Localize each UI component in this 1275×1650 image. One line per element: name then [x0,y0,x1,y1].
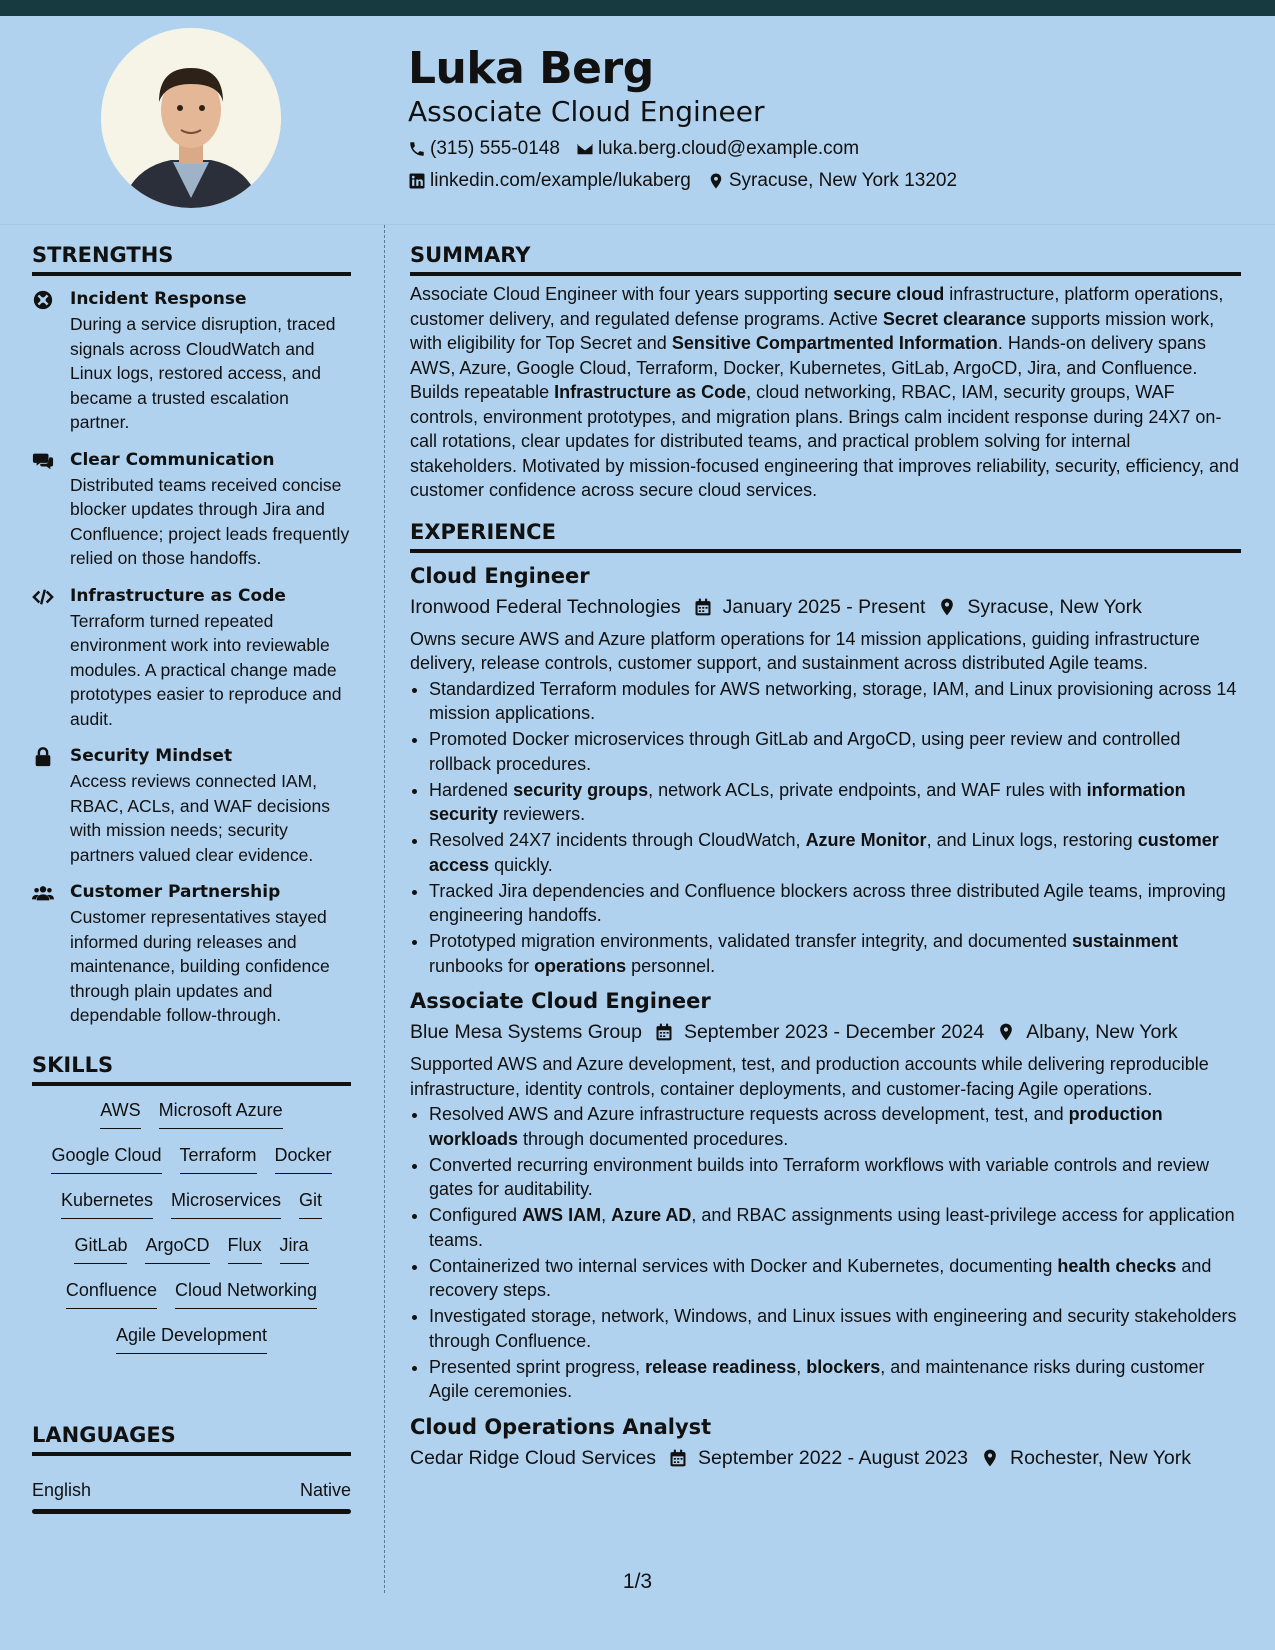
right-column [410,240,1241,1474]
strength-description: Customer representatives stayed informed during releases and maintenance, building confidence through plain updates and dependable follow-through. [70,907,330,1025]
experience-heading: EXPERIENCE [410,517,1241,553]
contact-row-2 [408,168,973,194]
skills-list [32,1100,351,1370]
text-segment: Converted recurring environment builds into Terraform workflows with variable controls and review gates for auditability. [429,1154,1210,1199]
emphasis-text: secure cloud [833,284,945,304]
email-contact[interactable] [576,138,859,160]
job-bullet [429,1254,1241,1303]
emphasis-text: Sensitive Compartmented Information [671,333,998,353]
language-level: Native [299,1479,351,1500]
linkedin-icon [408,172,426,190]
strength-body [70,583,351,732]
skill-row [32,1190,351,1235]
linkedin-text: linkedin.com/example/lukaberg [430,170,691,191]
text-segment: , [601,1205,612,1225]
job-dates: September 2023 - December 2024 [683,1021,985,1043]
strength-body [70,447,351,571]
strength-title: Clear Communication [70,449,275,470]
calendar-icon [668,1448,688,1468]
skill-tag: Cloud Networking [175,1280,317,1309]
text-segment: Hardened [429,779,514,800]
phone-text: (315) 555-0148 [430,138,560,159]
emphasis-text: sustainment [1072,931,1179,951]
job-bullet [429,1153,1241,1202]
job-bullet [429,677,1241,726]
text-segment: . Hands-on delivery spans AWS, Azure, Google Cloud, Terraform, Docker, Kubernetes, GitLab, ArgoCD, Jira, and Confluence. Builds repeatable [410,333,1206,402]
strength-body [70,743,351,867]
strength-body [70,879,351,1028]
strengths-list [32,286,351,1028]
job-company: Blue Mesa Systems Group [410,1021,642,1043]
skill-row [32,1280,351,1325]
page-number: 1/3 [622,1570,653,1593]
left-column [32,240,351,1514]
skill-tag: Git [299,1190,322,1219]
job-bullet [429,1304,1241,1353]
text-segment: , and Linux logs, restoring [926,830,1138,850]
job-bullet [429,929,1241,978]
job-bullet [429,1102,1241,1151]
text-segment: Associate Cloud Engineer with four years supporting [410,284,834,304]
strength-item [32,743,351,867]
text-segment: quickly. [489,854,553,875]
strength-title: Customer Partnership [70,882,281,902]
map-pin-icon [996,1022,1016,1042]
job-bullet [429,778,1241,827]
strength-description: Access reviews connected IAM, RBAC, ACLs, and WAF decisions with mission needs; security partners valued clear evidence. [70,771,331,865]
skill-tag: Terraform [180,1145,257,1174]
text-segment: Tracked Jira dependencies and Confluence blockers across three distributed Agile teams, improving engineering handoffs. [429,880,1226,925]
chat-icon [32,450,54,472]
linkedin-contact[interactable] [408,170,691,192]
job-bullet [429,828,1241,877]
map-pin-icon [937,597,957,617]
candidate-title: Associate Cloud Engineer [408,95,765,128]
users-icon [32,882,54,904]
job-bullets [410,1102,1241,1404]
text-segment: reviewers. [498,804,586,824]
emphasis-text: production workloads [429,1104,1163,1149]
job-title: Cloud Engineer [410,563,590,588]
location-contact [707,170,957,192]
text-segment: personnel. [626,955,716,976]
emphasis-text: security groups [513,779,649,800]
text-segment: Configured [429,1205,523,1225]
job-description: Owns secure AWS and Azure platform operations for 14 mission applications, guiding infrastructure delivery, release controls, customer support, and sustainment across distributed Agile teams. [410,628,1200,673]
skill-tag: Google Cloud [51,1145,161,1174]
emphasis-text: health checks [1057,1255,1177,1276]
location-text: Syracuse, New York 13202 [728,170,958,191]
job-meta [410,1442,1241,1474]
job-title: Associate Cloud Engineer [410,989,711,1013]
phone-icon [408,140,426,158]
strength-item [32,447,351,571]
text-segment: through documented procedures. [518,1128,789,1149]
map-pin-icon [980,1448,1000,1468]
skill-tag: ArgoCD [145,1235,209,1264]
job-company: Ironwood Federal Technologies [410,595,681,618]
crosshair-icon [32,289,54,311]
candidate-name: Luka Berg [408,43,654,94]
skill-row [32,1145,351,1190]
strength-item [32,583,351,732]
text-segment: , and RBAC assignments using least-privilege access for application teams. [429,1205,1235,1250]
job-entry [410,1412,1241,1474]
text-segment: infrastructure, platform operations, customer delivery, and regulated defense programs. Active [410,284,1224,329]
map-pin-icon [707,172,725,190]
calendar-icon [654,1022,674,1042]
skill-row [32,1100,351,1145]
emphasis-text: blockers [806,1356,881,1377]
email-text: luka.berg.cloud@example.com [597,138,860,159]
job-meta [410,1016,1241,1048]
column-divider [384,225,385,1593]
summary-heading: SUMMARY [410,240,1241,276]
language-name: English [32,1479,92,1500]
job-location: Rochester, New York [1010,1446,1192,1469]
phone-contact[interactable] [408,138,560,160]
skill-row [32,1235,351,1280]
calendar-icon [693,597,713,617]
skill-tag: Agile Development [116,1325,267,1354]
skill-tag: Microsoft Azure [159,1100,283,1129]
job-bullet [429,1203,1241,1252]
job-entry [410,986,1241,1404]
job-bullet [429,879,1241,928]
strength-title: Incident Response [70,289,247,309]
summary-text [410,282,1241,503]
language-proficiency-bar [32,1509,351,1514]
job-location: Syracuse, New York [967,595,1142,618]
text-segment: , network ACLs, private endpoints, and WAF rules with [648,779,1087,800]
skill-tag: Kubernetes [61,1190,153,1219]
text-segment: , [796,1356,807,1377]
job-title: Cloud Operations Analyst [410,1414,712,1439]
language-item [32,1480,351,1501]
strength-description: Distributed teams received concise blocker updates through Jira and Confluence; project leads frequently relied on those handoffs. [70,474,350,568]
text-segment: Containerized two internal services with Docker and Kubernetes, documenting [429,1255,1058,1276]
skill-tag: AWS [100,1100,140,1129]
top-accent-bar [0,0,1275,16]
header-divider [0,224,1275,225]
emphasis-text: release readiness [645,1356,797,1377]
job-dates: January 2025 - Present [722,595,926,618]
resume-header [408,40,973,194]
job-dates: September 2022 - August 2023 [698,1446,968,1469]
emphasis-text: customer access [429,830,1219,875]
strength-body [70,286,351,435]
strengths-heading: STRENGTHS [32,240,351,276]
skill-tag: Microservices [171,1190,281,1219]
skill-tag: Jira [280,1235,309,1264]
strength-item [32,879,351,1028]
strength-description: Terraform turned repeated environment work into reviewable modules. A practical change made prototypes easier to reproduce and audit. [70,610,342,729]
code-icon [32,586,54,608]
job-entry [410,561,1241,979]
emphasis-text: Infrastructure as Code [554,382,747,402]
emphasis-text: operations [534,955,627,976]
text-segment: Standardized Terraform modules for AWS networking, storage, IAM, and Linux provisioning across 14 mission applications. [429,678,1237,723]
job-meta [410,591,1241,623]
job-bullet [429,1355,1241,1404]
skills-heading: SKILLS [32,1050,351,1086]
text-segment: runbooks for [429,955,535,976]
skill-row [32,1325,351,1370]
skill-tag: Docker [275,1145,332,1174]
text-segment: Promoted Docker microservices through GitLab and ArgoCD, using peer review and controlled rollback procedures. [429,729,1181,774]
text-segment: , cloud networking, RBAC, IAM, security groups, WAF controls, environment prototypes, and migration plans. Brings calm incident response during 24X7 on-call rotations, clear updates for distributed teams, and practical problem solving for internal stakeholders. Motivated by mission-focused engineering that improves reliability, security, efficiency, and customer confidence across secure cloud services. [410,382,1240,500]
strength-title: Security Mindset [70,746,233,766]
emphasis-text: Azure AD [611,1205,692,1225]
skill-tag: Flux [228,1235,262,1264]
skill-tag: GitLab [74,1235,127,1264]
text-segment: , and maintenance risks during customer Agile ceremonies. [429,1356,1205,1401]
text-segment: and recovery steps. [429,1255,1212,1300]
emphasis-text: AWS IAM [522,1205,602,1225]
lock-icon [32,746,54,768]
emphasis-text: Secret clearance [882,308,1027,329]
text-segment: supports mission work, with eligibility for Top Secret and [410,308,1215,353]
job-description: Supported AWS and Azure development, test, and production accounts while delivering reproducible infrastructure, identity controls, container deployments, and customer-facing Agile operations. [410,1054,1209,1099]
languages-heading: LANGUAGES [32,1420,351,1456]
experience-list [410,561,1241,1474]
skill-tag: Confluence [66,1280,157,1309]
text-segment: Prototyped migration environments, validated transfer integrity, and documented [429,931,1073,951]
job-location: Albany, New York [1026,1021,1178,1043]
strength-item [32,286,351,435]
envelope-icon [576,140,594,158]
text-segment: Investigated storage, network, Windows, and Linux issues with engineering and security stakeholders through Confluence. [429,1306,1237,1351]
job-bullets [410,677,1241,979]
emphasis-text: Azure Monitor [805,830,927,850]
job-company: Cedar Ridge Cloud Services [410,1446,657,1469]
text-segment: Presented sprint progress, [429,1356,646,1377]
profile-photo [101,28,281,208]
text-segment: Resolved AWS and Azure infrastructure requests across development, test, and [429,1104,1069,1124]
strength-description: During a service disruption, traced signals across CloudWatch and Linux logs, restored access, and became a trusted escalation partner. [70,314,336,432]
strength-title: Infrastructure as Code [70,585,286,606]
job-bullet [429,727,1241,776]
contact-row-1 [408,136,973,162]
text-segment: Resolved 24X7 incidents through CloudWatch, [429,830,806,850]
emphasis-text: information security [429,779,1186,824]
